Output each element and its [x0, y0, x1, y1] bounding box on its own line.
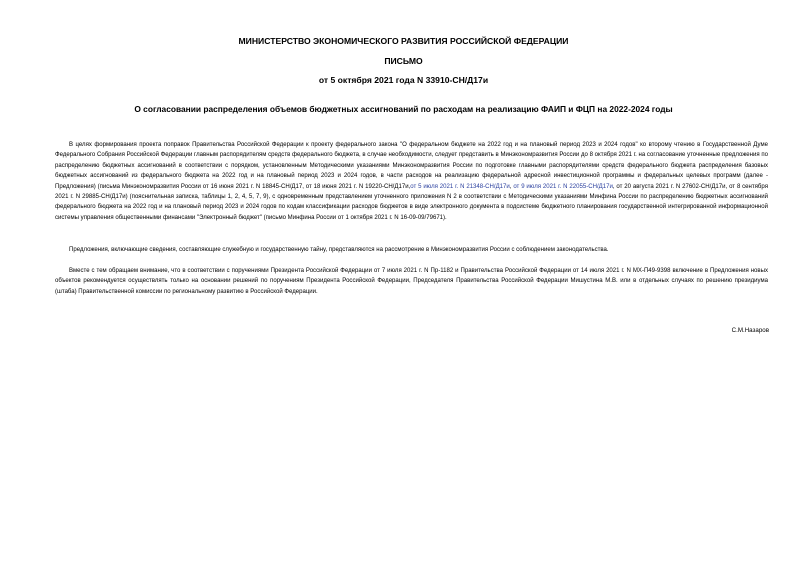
paragraph-1-text-a: В целях формирования проекта поправок Правительства Российской Федерации к проекту федерального закона "О федеральном бюджете на 2022 год и на плановый период 2023 и 2024 годов" ко второму чтению в Государственной Думе Федерального Собрания Российской Федерации главным распорядителям средств федерального бюджета, в случае необходимости, следует представить в Минэкономразвития России до 8 октября 2021 г. на согласование уточненные предложения по распределению бюджетных ассигнований в соответствии с порядком, установленным Методическими указаниями Минэкономразвития России по подготовке главными распорядителями средств федерального бюджета распределения базовых бюджетных ассигнований из федерального бюджета на 2022 год и на плановый период 2023 и 2024 годов, в части расходов на реализацию федеральной адресной инвестиционной программы и федеральных целевых программ (далее - Предложения) (письма Минэкономразвития России от 16 июня 2021 г. N 18845-СН/Д17, от 18 июня 2021 г. N 19220-СН/Д17и,: [55, 142, 768, 190]
paragraph-2: Предложения, включающие сведения, составляющие служебную и государственную тайну, представляются на рассмотрение в Минэкономразвития России с соблюдением законодательства.: [69, 247, 609, 253]
letter-link-july-9[interactable]: от 9 июля 2021 г. N 22055-СН/Д17и: [513, 183, 613, 190]
ministry-title: МИНИСТЕРСТВО ЭКОНОМИЧЕСКОГО РАЗВИТИЯ РОССИЙСКОЙ ФЕДЕРАЦИИ: [238, 36, 569, 46]
paragraph-1-separator: ,: [509, 183, 514, 190]
paragraph-3: Вместе с тем обращаем внимание, что в соответствии с поручениями Президента Российской Федерации от 7 июля 2021 г. N Пр-1182 и Правительства Российской Федерации от 14 июля 2021 г. N МХ-П49-9398 включение в Предложения новых объектов рекомендуется осуществлять только на основании решений по поручениям Президента Российской Федерации, Председателя Правительства Российской Федерации Мишустина М.В. или в отдельных случаях по решению президиума (штаба) Правительственной комиссии по региональному развитию в Российской Федерации.: [55, 268, 768, 295]
document-date-number: от 5 октября 2021 года N 33910-СН/Д17и: [318, 75, 489, 85]
letter-link-july-5[interactable]: от 5 июля 2021 г. N 21348-СН/Д17и: [410, 183, 510, 190]
paragraph-1: [55, 140, 768, 223]
paragraph-1-text-b: , от 20 августа 2021 г. N 27602-СН/Д17и, от 8 сентября 2021 г. N 29885-СН/Д17и) (пояснительная записка, таблицы 1, 2, 4, 5, 7, 9), с одновременным представлением уточненного приложения N 2 в соответствии с Методическими указаниями Минфина России по распределению бюджетных ассигнований федерального бюджета на 2022 год и на плановый период 2023 и 2024 годов по кодам классификации расходов бюджетов в виде электронного документа в подсистеме бюджетного планирования государственной интегрированной информационной системы управления общественными финансами "Электронный бюджет" (письмо Минфина России от 1 октября 2021 г. N 16-09-09/79671).: [55, 183, 768, 221]
document-subject: О согласовании распределения объемов бюджетных ассигнований по расходам на реализацию ФАИП и ФЦП на 2022-2024 годы: [134, 104, 673, 114]
signature: С.М.Назаров: [731, 327, 769, 334]
document-type: ПИСЬМО: [384, 56, 423, 66]
